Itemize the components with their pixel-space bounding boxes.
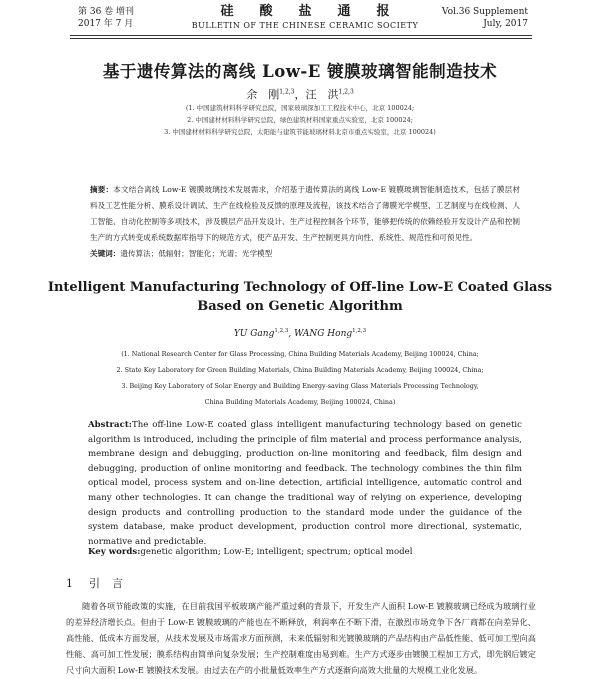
section-title: 引言 xyxy=(89,577,135,590)
author-separator: ， xyxy=(294,88,306,101)
title-en-line: Based on Genetic Algorithm xyxy=(197,299,403,314)
affiliation-en: 3. Beijing Key Laboratory of Solar Energy and Building Energy-saving Glass Materials Processing Technology, xyxy=(121,382,479,390)
keywords-label-cn: 关键词： xyxy=(90,249,121,258)
abstract-cn xyxy=(90,182,520,262)
running-header-left xyxy=(78,6,134,30)
section-body: 随着各项节能政策的实施，在目前我国平板玻璃产能严重过剩的背景下，开发生产人面积 Low-E 镀膜玻璃已经成为玻璃行业的差异经济增长点。但由于 Low-E 镀膜玻璃的产能也在不断释放，利润率在不断下滑，在激烈市场竞争下各厂商都在向差异化、高性能、低成本方面发展，从技术发展及市场需求方面预测，未来低辐射和光镀膜玻璃的产品结构由产品低性能、低可加工型向高性能、高可加工性发展；膜系结构由简单向复杂发展；生产控制难度由易到难。生产方式逐步由镀膜工程加工方式，即先钢后镀定尺寸向大面积 Low-E 镀膜技术发展。由过去在产的小批量低效率生产方式逐渐向高效大批量的大规模工业化发展。 xyxy=(66,601,536,675)
author-separator: , xyxy=(288,329,295,339)
running-header-center xyxy=(180,6,430,32)
affiliation-en: 2. State Key Laboratory for Green Building Materials, China Building Materials Academy, Beijing 100024, China; xyxy=(116,366,484,374)
journal-name-cn: 硅酸盐通报 xyxy=(220,4,416,19)
abstract-text-en: The off-line Low-E coated glass intelligent manufacturing technology based on genetic algorithm is introduced, including the principle of film material and process performance analysis, membrane design and debugging, production on-line monitoring and feedback, film design and debugging, production of online monitoring and feedback. The technology combines the thin film optical model, process system and on-line detection, artificial intelligence, automatic control and many other technologies. It can change the traditional way of relying on experience, developing design products and controlling production to the standard mode under the guidance of the system database, make product development, production control more directional, systematic, normative and predictable. xyxy=(88,420,522,547)
abstract-label-cn: 摘要： xyxy=(90,185,114,194)
author-name-en: YU Gang xyxy=(233,329,275,339)
abstract-en xyxy=(88,418,522,549)
abstract-text-cn: 本文结合离线 Low-E 镀膜玻璃技术发展需求，介绍基于遗传算法的离线 Low-E 镀膜玻璃智能制造技术，包括了膜层材料及工艺性能分析、膜系设计调试、生产在线检验及反馈的原理及流程，该技术结合了薄膜光学模型、工艺制度与在线检测、人工智能、自动化控制等多项技术，涉及膜层产品开发设计、生产过程控制各个环节，能够把传统的依赖经验开发设计产品和控制生产的方式转变成系统数据库指导下的规范方式，使产品开发、生产控制更具方向性、系统性、规范性和可预见性。 xyxy=(90,185,520,242)
affiliation-cn: 2. 中国建材材料科学研究总院，绿色建筑材料国家重点实验室，北京 100024; xyxy=(187,116,413,124)
affiliation-cn: 3. 中国建材材料科学研究总院，太阳能与建筑节能玻璃材料北京市重点实验室，北京 100024) xyxy=(164,128,436,136)
author-affil-sup: 1,2,3 xyxy=(338,88,354,96)
affiliation-cn: (1. 中国建筑材料科学研究总院，国家玻璃深加工工程技术中心，北京 100024; xyxy=(185,104,415,112)
date-en: July, 2017 xyxy=(483,19,528,29)
author-affil-sup: 1,2,3 xyxy=(274,328,289,334)
author-name: 余 刚 xyxy=(246,88,280,101)
paper-title-cn: 基于遗传算法的离线 Low-E 镀膜玻璃智能制造技术 xyxy=(102,62,498,81)
author-affil-sup: 1,2,3 xyxy=(352,328,367,334)
title-en-line: Intelligent Manufacturing Technology of Off-line Low-E Coated Glass xyxy=(47,280,553,295)
volume-en: Vol.36 Supplement xyxy=(441,7,528,17)
keywords-text-cn: 遗传算法；低辐射；智能化；光谱；光学模型 xyxy=(120,249,273,258)
section-number: 1 xyxy=(66,577,73,590)
running-header-right xyxy=(442,6,528,30)
volume-issue: 第 36 卷 增刊 xyxy=(78,7,135,17)
affiliation-en: (1. National Research Center for Glass Processing, China Building Materials Academy, Beijing 100024, China; xyxy=(121,350,479,358)
issue-date: 2017 年 7 月 xyxy=(78,19,134,29)
journal-name-en: BULLETIN OF THE CHINESE CERAMIC SOCIETY xyxy=(191,21,419,30)
authors-en xyxy=(0,328,600,339)
author-name-en: WANG Hong xyxy=(294,329,353,339)
keywords-en xyxy=(88,547,522,557)
abstract-label-en: Abstract: xyxy=(88,420,132,430)
keywords-label-en: Key words: xyxy=(88,547,141,557)
affiliation-en: China Building Materials Academy, Beijing 100024, China) xyxy=(204,398,396,406)
author-name: 汪 洪 xyxy=(305,88,339,101)
author-affil-sup: 1,2,3 xyxy=(279,88,295,96)
header-rule xyxy=(70,35,532,36)
keywords-text-en: genetic algorithm; Low-E; intelligent; spectrum; optical model xyxy=(140,547,413,557)
paper-title-en xyxy=(0,278,600,316)
header-rule-thin xyxy=(70,38,532,39)
authors-cn xyxy=(0,86,600,102)
section-heading xyxy=(66,575,135,591)
